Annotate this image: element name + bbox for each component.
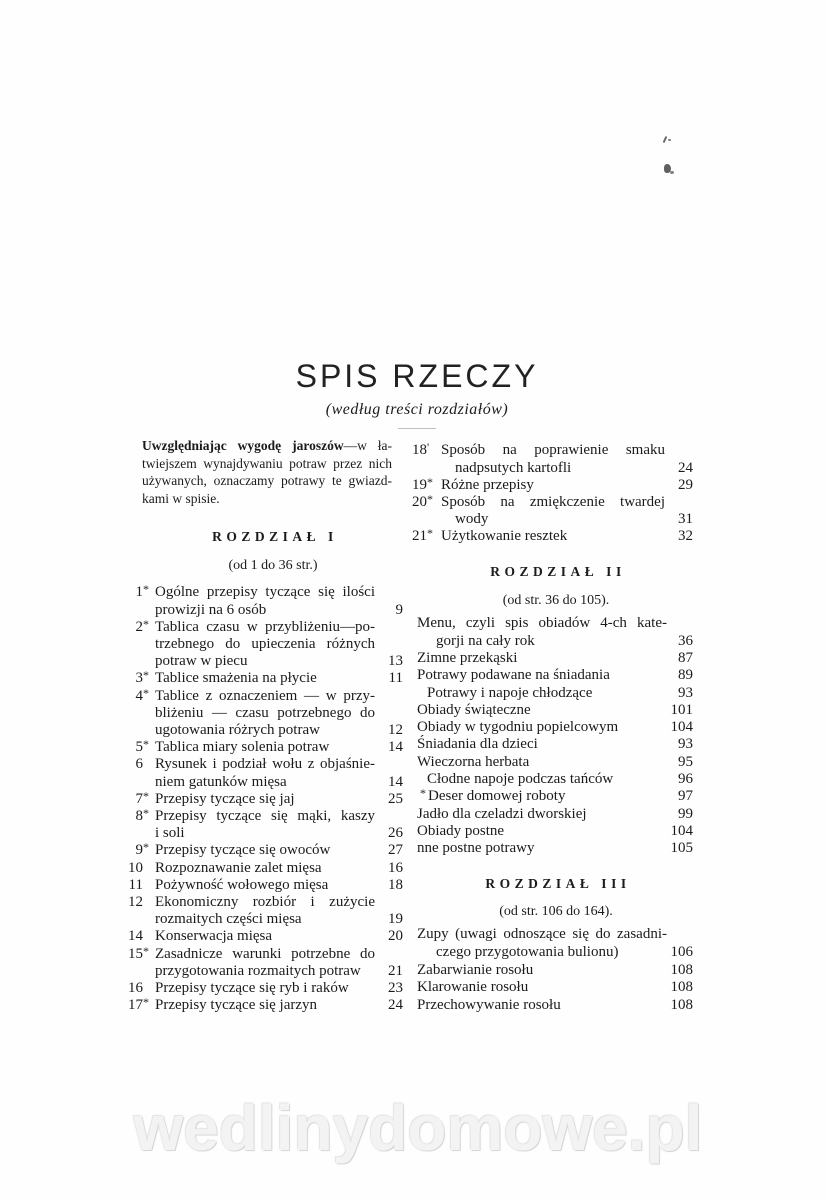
entry-page-number: 24 [388,997,403,1014]
intro-line: kami w spisie. [142,490,220,506]
toc-entry [417,615,693,650]
toc-entry [128,788,403,808]
toc-list-chapter-1 [128,584,403,1014]
entry-text-line: Obiady świąteczne [417,701,531,718]
entry-text [417,997,667,1015]
entry-text-line: Pożywność wołowego mięsa [155,876,329,893]
intro-line: używanych, oznaczamy potrawy te gwiazd- [142,473,392,489]
entry-page-number: 19 [388,911,403,928]
entry-text [417,788,667,805]
entry-page-number: 24 [678,459,693,476]
toc-entry [128,685,403,740]
toc-entry [417,771,693,788]
entry-text-line: Zasadnicze warunki potrzebne do [155,945,375,962]
entry-text [155,946,375,980]
entry-star-marker: * [143,616,149,631]
entry-number: 2 [135,618,143,635]
entry-page-number: 20 [388,928,403,945]
entry-text [417,979,667,997]
entry-star-marker: * [143,943,149,958]
entry-star-marker: * [143,685,149,700]
chapter-page-range: (od str. 36 do 105). [502,593,610,608]
toc-entry [417,926,693,961]
entry-text [155,860,375,877]
entry-text [417,719,667,736]
entry-number: 12 [128,894,143,911]
toc-entry [128,860,403,877]
toc-entry [417,962,693,980]
entry-text-line: nadpsutych kartofli [455,459,572,476]
entry-page-number: 29 [678,476,693,493]
entry-page-number: 108 [670,961,693,978]
entry-text-line: Sposób na poprawienie smaku [441,442,665,459]
entry-text-line: Zabarwianie rosołu [417,961,534,978]
entry-text [417,754,667,771]
intro-lead-rest: —w ła- [343,438,392,453]
chapter-heading: ROZDZIAŁ I [212,529,338,544]
entry-text-line: Menu, czyli spis obiadów 4-ch kate- [417,615,667,632]
entry-text-line: Sposób na zmiękczenie twardej [441,494,665,510]
entry-star-marker: * [427,492,433,506]
entry-star-marker: * [143,840,149,855]
entry-number: 11 [128,876,143,893]
entry-text-line: Różne przepisy [441,476,534,493]
entry-text [155,808,375,842]
entry-text-line: Zimne przekąski [417,649,518,666]
entry-text-line: ugotowania różrych potraw [155,722,320,739]
entry-number: 18 [412,442,427,459]
entry-page-number: 104 [670,822,693,839]
entry-text-line: Deser domowej roboty [428,788,566,805]
toc-entry [417,667,693,684]
entry-text [155,894,375,928]
entry-text [417,702,667,719]
entry-text-line: gorji na cały rok [436,632,535,649]
chapter-page-range: (od 1 do 36 str.) [228,558,318,573]
toc-entry [128,894,403,928]
toc-entry [128,616,403,671]
entry-star-marker: * [143,995,149,1010]
entry-number: 1 [135,584,143,601]
entry-number: 7 [135,790,143,807]
entry-star-marker: * [143,737,149,752]
toc-entry [128,670,403,687]
watermark: wedlinydomowe.pl [133,1092,703,1164]
entry-text [417,840,667,857]
entry-page-number: 13 [388,653,403,670]
entry-text-line: Zupy (uwagi odnoszące się do zasadni- [417,926,667,943]
entry-page-number: 11 [388,670,403,687]
toc-entry [128,980,403,997]
entry-page-number: 18 [388,876,403,893]
chapter-heading: ROZDZIAŁ II [490,564,626,579]
entry-number: 15 [128,945,143,962]
entry-text-line: Tablica czasu w przybliżeniu—po- [155,618,375,635]
entry-text-line: czego przygotowania bulionu) [436,943,619,960]
toc-entry [128,877,403,894]
entry-text-line: Przepisy tyczące się jaj [155,790,295,807]
toc-entry [417,840,693,857]
entry-text [441,477,665,494]
entry-text-line: Konserwacja mięsa [155,928,273,945]
entry-star-marker: * [143,582,149,597]
toc-entry [417,788,693,805]
entry-text [417,962,667,980]
entry-text-line: Obiady postne [417,822,505,839]
entry-page-number: 104 [670,719,693,736]
entry-page-number: 12 [388,722,403,739]
entry-page-number: 97 [678,788,693,805]
entry-page-number: 9 [395,601,403,618]
entry-star-marker: * [427,526,433,541]
entry-star-marker: * [143,668,149,683]
intro-line: twiejszem wynajdywaniu potraw przez nich [142,455,392,471]
toc-entry [128,997,403,1014]
entry-page-number: 93 [678,736,693,753]
toc-entry [128,739,403,756]
entry-text-line: trzebnego do upieczenia różnych [155,636,375,652]
entry-number: 10 [128,859,143,876]
entry-text-line: Ogólne przepisy tyczące się ilości [155,584,375,601]
entry-text [155,791,375,808]
entry-number: 6 [135,756,143,773]
entry-page-number: 96 [678,771,693,788]
entry-text-line: Tablice z oznaczeniem — w przy- [155,687,375,704]
entry-number: 19 [412,476,427,493]
entry-text-line: Jadło dla czeladzi dworskiej [417,805,587,822]
entry-text [155,584,375,618]
toc-entry [417,650,693,667]
entry-text [155,670,375,687]
entry-text-line: Przechowywanie rosołu [417,997,561,1013]
entry-number: 16 [128,980,143,997]
entry-text [417,650,667,667]
entry-text-line: Przepisy tyczące się owoców [155,842,331,859]
toc-entry [417,702,693,719]
entry-text-line: Przepisy tyczące się mąki, kaszy [155,808,375,825]
toc-entry [412,494,693,528]
entry-text-line: Przepisy tyczące się ryb i raków [155,980,349,997]
entry-text-line: Ekonomiczny rozbiór i zużycie [155,894,375,911]
toc-entry [128,943,403,980]
entry-text-line: Cłodne napoje podczas tańców [427,771,614,788]
entry-text-line: bliżeniu — czasu potrzebnego do [155,704,375,721]
entry-page-number: 31 [678,511,693,528]
entry-number: 9 [135,842,143,859]
entry-page-number: 36 [678,632,693,649]
entry-page-number: 95 [678,753,693,770]
entry-page-number: 14 [388,739,403,756]
entry-text-line: Użytkowanie resztek [441,528,568,545]
entry-page-number: 108 [670,997,693,1013]
entry-page-number: 99 [678,805,693,822]
toc-entry [417,979,693,997]
entry-number: 3 [135,670,143,687]
entry-text [155,688,375,740]
entry-text-line: Śniadania dla dzieci [417,736,538,753]
title-divider [398,428,436,429]
chapter-heading: ROZDZIAŁ III [485,876,631,891]
entry-page-number: 101 [670,701,693,718]
toc-entry [417,823,693,840]
entry-page-number: 32 [678,528,693,545]
entry-page-number: 87 [678,649,693,666]
entry-page-number: 93 [678,684,693,701]
entry-text-line: wody [455,511,489,528]
entry-text [417,685,667,702]
entry-text-line: potraw w piecu [155,653,248,670]
entry-page-number: 108 [670,979,693,996]
toc-entry [412,474,693,494]
toc-list-chapter-2 [417,615,693,857]
entry-text [417,926,667,961]
toc-entry [128,756,403,790]
toc-entry [417,685,693,702]
entry-text-line: Rozpoznawanie zalet mięsa [155,859,322,876]
entry-text-line: Potrawy podawane na śniadania [417,667,610,684]
entry-star-marker: ' [427,440,430,455]
entry-text [155,619,375,671]
entry-text [441,494,665,528]
toc-entry [128,928,403,945]
entry-text [155,928,375,945]
entry-page-number: 23 [388,980,403,997]
entry-text-line: Przepisy tyczące się jarzyn [155,997,318,1014]
entry-text-line: Tablica miary solenia potraw [155,739,330,756]
entry-star-marker: * [420,786,426,801]
entry-page-number: 105 [670,840,693,857]
entry-text-line: Tablice smażenia na płycie [155,670,317,687]
entry-number: 4 [135,687,143,704]
entry-number: 5 [135,739,143,756]
entry-text-line: przygotowania rozmaitych potraw [155,962,361,979]
entry-text-line: Obiady w tygodniu popielcowym [417,719,619,736]
toc-entry [417,719,693,736]
entry-text-line: rozmaitych części mięsa [155,911,302,928]
entry-text [155,980,375,997]
page-subtitle: (według treści rozdziałów) [325,401,509,418]
scan-speck [668,139,671,141]
entry-page-number: 25 [388,790,403,807]
entry-number: 8 [135,808,143,825]
toc-entry [128,808,403,842]
entry-text [417,667,667,684]
entry-text [417,771,667,788]
page-title: SPIS RZECZY [295,358,539,394]
entry-text [155,877,375,894]
entry-number: 20 [412,494,427,510]
entry-text [155,756,375,790]
entry-text-line: Klarowanie rosołu [417,979,529,996]
toc-entry [417,997,693,1015]
intro-paragraph [142,437,392,507]
toc-entry [417,754,693,771]
entry-page-number: 27 [388,842,403,859]
toc-list-chapter-3 [417,926,693,1015]
entry-text-line: nne postne potrawy [417,840,535,857]
entry-page-number: 89 [678,667,693,684]
entry-star-marker: * [427,474,433,489]
entry-text [155,739,375,756]
intro-line [142,437,392,455]
entry-page-number: 26 [388,825,403,842]
entry-text [417,615,667,650]
entry-page-number: 16 [388,859,403,876]
intro-lead-bold: Uwzględniając wygodę jaroszów [142,438,344,453]
entry-number: 17 [128,997,143,1014]
toc-entry [417,736,693,753]
toc-entry [417,806,693,823]
toc-entry [412,442,693,476]
scan-speck [670,171,674,174]
entry-text-line: niem gatunków mięsa [155,773,287,790]
toc-list-chapter-1-continued [412,442,693,545]
entry-text [155,997,375,1014]
entry-text-line: prowizji na 6 osób [155,601,267,618]
entry-text-line: i soli [155,825,185,842]
entry-text [441,528,665,545]
scan-speck [663,136,668,143]
entry-number: 14 [128,928,143,945]
entry-star-marker: * [143,788,149,803]
entry-text-line: Potrawy i napoje chłodzące [427,684,593,701]
entry-page-number: 106 [670,943,693,960]
entry-number: 21 [412,528,427,545]
entry-text [441,442,665,476]
entry-star-marker: * [143,806,149,821]
entry-text-line: Wieczorna herbata [417,753,530,770]
entry-text [417,806,667,823]
chapter-page-range: (od str. 106 do 164). [499,904,613,919]
entry-text [417,823,667,840]
entry-text-line: Rysunek i podział wołu z objaśnie- [155,756,375,773]
entry-text [155,842,375,859]
toc-entry [128,584,403,618]
entry-page-number: 14 [388,773,403,790]
entry-text [417,736,667,753]
toc-entry [128,842,403,859]
entry-page-number: 21 [388,962,403,979]
toc-entry [412,528,693,545]
